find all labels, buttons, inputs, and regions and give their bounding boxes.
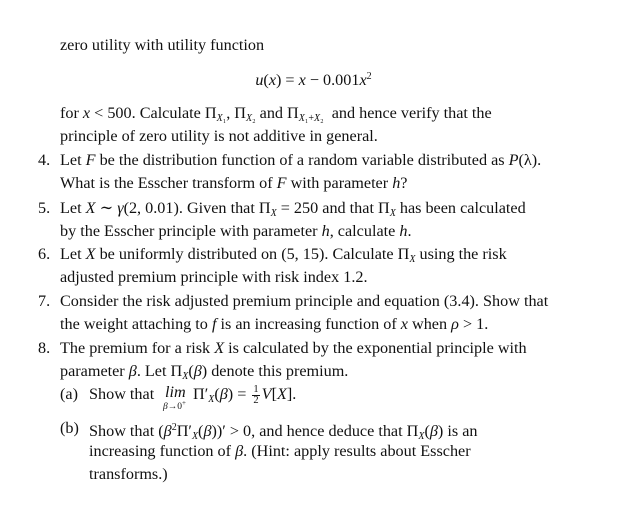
limit-expression: lim β→0+	[163, 383, 186, 412]
item-4-line-1: Let F be the distribution function of a random variable distributed as P(λ).	[60, 151, 542, 169]
item-4-number: 4.	[38, 151, 51, 169]
subitem-a-text: Show that	[89, 385, 155, 403]
item-6-number: 6.	[38, 245, 51, 263]
utility-formula	[0, 67, 627, 90]
item-4-line-2: What is the Esscher transform of F with parameter h?	[60, 174, 408, 192]
item-7-line-2: the weight attaching to f is an increasing function of x when ρ > 1.	[60, 315, 489, 333]
item-5-number: 5.	[38, 199, 51, 217]
item-6-line-1: Let X be uniformly distributed on (5, 15). Calculate $\Pi_X$ using the risk	[60, 245, 507, 265]
item-5-line-2: by the Esscher principle with parameter h, calculate h.	[60, 222, 412, 240]
intro-line-2: for x < 500. Calculate $\Pi_{X_1}$, $\Pi_{X_2}$ and $\Pi_{X_1+X_2}$ and hence verify that the	[60, 104, 492, 124]
subitem-a-label: (a)	[60, 385, 78, 403]
subitem-a-formula: $\Pi'_X(\beta)$ = $\frac{1}{2}$ V[X].	[193, 383, 297, 406]
item-7-line-1: Consider the risk adjusted premium principle and equation (3.4). Show that	[60, 292, 549, 310]
intro-line-3: principle of zero utility is not additive in general.	[60, 127, 378, 145]
item-5-line-1: Let X ∼ γ(2, 0.01). Given that $\Pi_X = 250$ and that $\Pi_X$ has been calculated	[60, 199, 526, 219]
subitem-b-label: (b)	[60, 419, 79, 437]
formula-text: $u(x) = x - 0.001x^2$	[255, 71, 372, 89]
item-7-number: 7.	[38, 292, 51, 310]
subitem-b-line-3: transforms.)	[89, 465, 168, 483]
subitem-b-line-1: Show that $(\beta^2\Pi'_X(\beta))' > 0$, and hence deduce that $\Pi_X(\beta)$ is an	[89, 422, 478, 442]
item-8-line-2: parameter β. Let $\Pi_X(\beta)$ denote this premium.	[60, 362, 349, 382]
item-8-line-1: The premium for a risk X is calculated by the exponential principle with	[60, 339, 527, 357]
item-6-line-2: adjusted premium principle with risk index 1.2.	[60, 268, 368, 286]
intro-line-1: zero utility with utility function	[60, 36, 265, 54]
subitem-b-line-2: increasing function of β. (Hint: apply results about Esscher	[89, 442, 471, 460]
item-8-number: 8.	[38, 339, 51, 357]
